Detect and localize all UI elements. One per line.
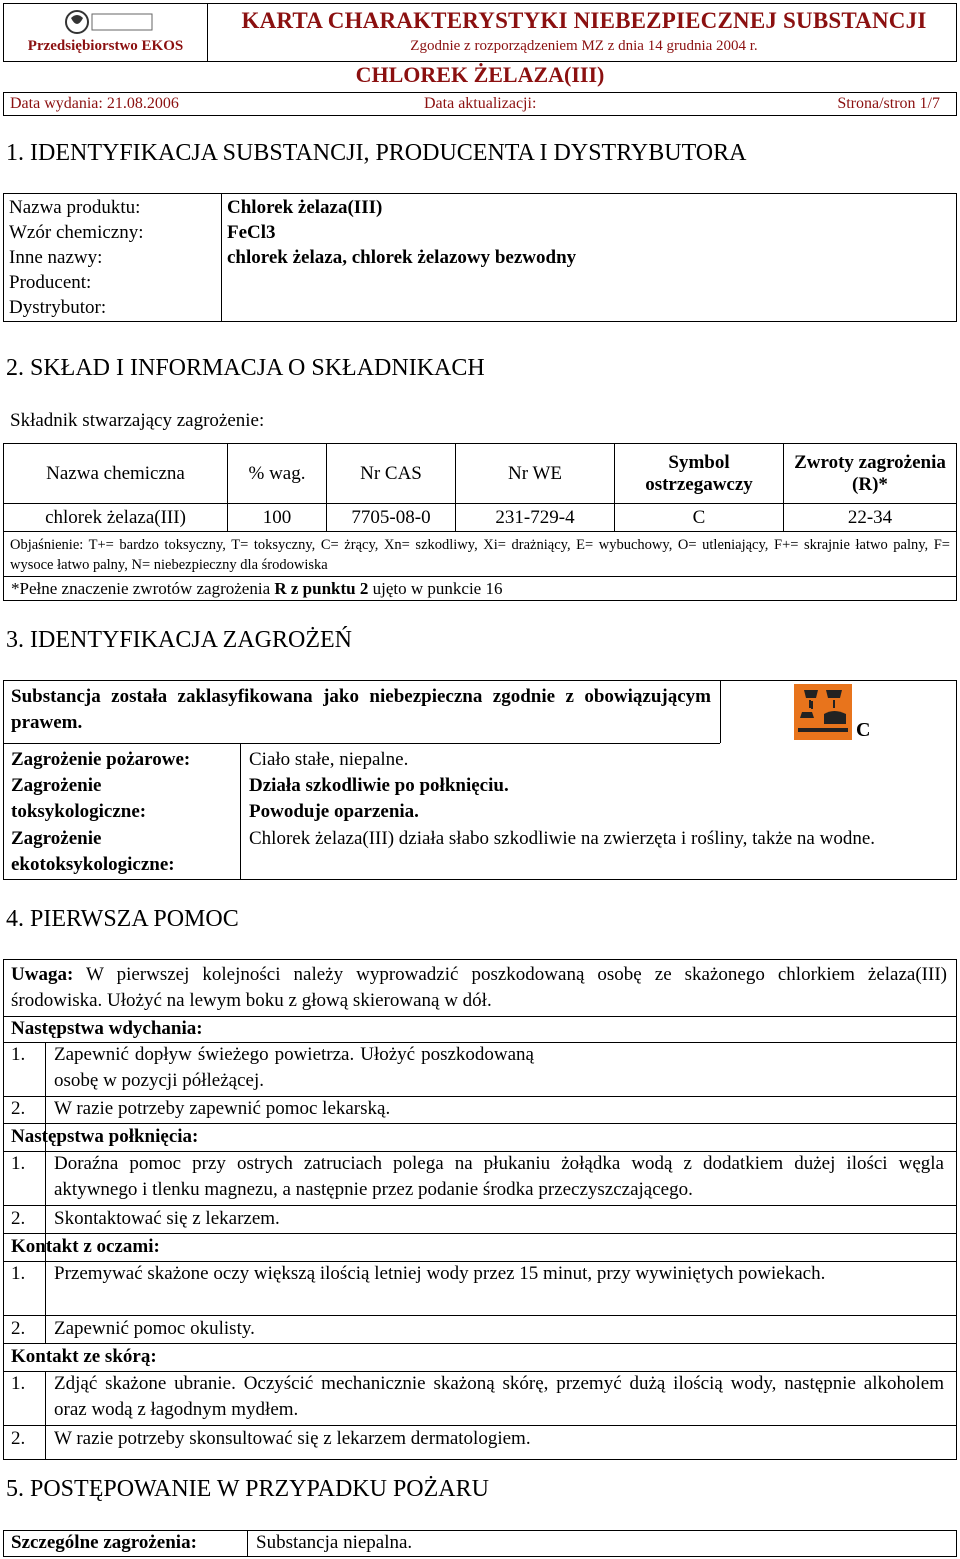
cell-cas: 7705-08-0 bbox=[327, 504, 456, 532]
skin-contact-step-2: W razie potrzeby skonsultować się z lekarzem dermatologiem. bbox=[54, 1428, 531, 1449]
pictogram-symbol: C bbox=[856, 719, 871, 741]
divider bbox=[240, 743, 241, 879]
label-formula: Wzór chemiczny: bbox=[9, 222, 144, 243]
update-date: Data aktualizacji: bbox=[424, 95, 537, 112]
first-aid-box bbox=[3, 959, 957, 1460]
labels-cell bbox=[4, 194, 222, 322]
label-product: Nazwa produktu: bbox=[9, 197, 141, 218]
section-1-title: 1. IDENTYFIKACJA SUBSTANCJI, PRODUCENTA I DYSTRYBUTORA bbox=[6, 140, 747, 166]
inhalation-num-1: 1. bbox=[11, 1044, 26, 1065]
special-hazards-value: Substancja niepalna. bbox=[256, 1532, 413, 1553]
company-name: Przedsiębiorstwo EKOS bbox=[27, 38, 184, 54]
ingestion-step-2: Skontaktować się z lekarzem. bbox=[54, 1208, 280, 1229]
document-header bbox=[3, 3, 957, 62]
skin-contact-title: Kontakt ze skórą: bbox=[11, 1346, 157, 1367]
ingestion-title: Następstwa połknięcia: bbox=[11, 1126, 199, 1147]
skin-contact-step-1: Zdjąć skażone ubranie. Oczyścić mechanicznie skażoną skórę, przemyć dużą ilością wody, następnie alkoholem oraz wodą z łagodnym mydłem. bbox=[54, 1373, 944, 1420]
label-other-names: Inne nazwy: bbox=[9, 247, 103, 268]
values-cell bbox=[222, 194, 957, 322]
value-formula: FeCl3 bbox=[227, 222, 276, 243]
hazards-box bbox=[3, 680, 957, 880]
ecotoxicological-hazard-value: Chlorek żelaza(III) działa słabo szkodliwie na zwierzęta i rośliny, także na wodne. bbox=[249, 828, 876, 849]
section-2-title: 2. SKŁAD I INFORMACJA O SKŁADNIKACH bbox=[6, 355, 485, 381]
corrosive-icon bbox=[794, 684, 852, 740]
ingestion-step-1: Doraźna pomoc przy ostrych zatruciach polega na płukaniu żołądka wodą z dodatkiem dużej ilości węgla aktywnego i tlenku magnezu, a następnie przez podanie środka przeczyszczającego. bbox=[54, 1153, 944, 1200]
note-part-3: ujęto w punkcie 16 bbox=[368, 579, 503, 598]
toxicological-hazard-value-1: Działa szkodliwie po połknięciu. bbox=[249, 775, 509, 796]
logo-cell bbox=[4, 4, 208, 61]
fire-hazard-value: Ciało stałe, niepalne. bbox=[249, 749, 409, 770]
ingestion-num-1: 1. bbox=[11, 1153, 26, 1174]
value-product: Chlorek żelaza(III) bbox=[227, 197, 383, 218]
warning-label: Uwaga: bbox=[11, 964, 74, 985]
cell-name: chlorek żelaza(III) bbox=[4, 504, 228, 532]
value-distributor bbox=[227, 295, 951, 320]
skin-contact-num-1: 1. bbox=[11, 1373, 26, 1394]
special-hazards-row bbox=[3, 1530, 957, 1557]
note-part-2: R z punktu 2 bbox=[274, 579, 369, 598]
cell-symbol: C bbox=[615, 504, 784, 532]
product-title: CHLOREK ŻELAZA(III) bbox=[355, 62, 605, 87]
inhalation-num-2: 2. bbox=[11, 1098, 26, 1119]
col-header-percent: % wag. bbox=[228, 444, 327, 504]
issue-date: Data wydania: 21.08.2006 bbox=[10, 95, 179, 112]
section-4-title: 4. PIERWSZA POMOC bbox=[6, 906, 239, 932]
classification-text: Substancja została zaklasyfikowana jako niebezpieczna zgodnie z obowiązującym prawem. bbox=[11, 686, 711, 733]
inhalation-step-1: Zapewnić dopływ świeżego powietrza. Ułożyć poszkodowaną osobę w pozycji półleżącej. bbox=[54, 1044, 534, 1091]
cell-percent: 100 bbox=[228, 504, 327, 532]
eye-contact-step-1: Przemywać skażone oczy większą ilością letniej wody przez 15 minut, przy wywiniętych powiekach. bbox=[54, 1263, 826, 1284]
ekos-logo bbox=[64, 8, 160, 36]
label-distributor: Dystrybutor: bbox=[9, 297, 107, 318]
meta-row bbox=[3, 92, 957, 116]
col-header-cas: Nr CAS bbox=[327, 444, 456, 504]
label-producer: Producent: bbox=[9, 272, 92, 293]
divider bbox=[720, 681, 721, 743]
composition-table bbox=[3, 443, 957, 532]
value-producer bbox=[227, 270, 951, 295]
warning-paragraph bbox=[11, 962, 947, 1014]
section-2-subtitle: Składnik stwarzający zagrożenie: bbox=[10, 410, 265, 431]
divider bbox=[45, 1261, 46, 1343]
col-header-we: Nr WE bbox=[456, 444, 615, 504]
eye-contact-num-1: 1. bbox=[11, 1263, 26, 1284]
eye-contact-title: Kontakt z oczami: bbox=[11, 1236, 160, 1257]
r-phrases-note bbox=[4, 576, 956, 601]
value-other-names: chlorek żelaza, chlorek żelazowy bezwodny bbox=[227, 247, 577, 268]
toxicological-hazard-value-2: Powoduje oparzenia. bbox=[249, 801, 419, 822]
explanation-text: Objaśnienie: T+= bardzo toksyczny, T= toksyczny, C= żrący, Xn= szkodliwy, Xi= drażniący, E= wybuchowy, O= utleniający, F+= skrajnie łatwo palny, F= wysoce łatwo palny, N= niebezpieczny dla środowiska bbox=[10, 537, 950, 573]
inhalation-step-2: W razie potrzeby zapewnić pomoc lekarską. bbox=[54, 1098, 391, 1119]
identification-table bbox=[3, 193, 957, 322]
ingestion-num-2: 2. bbox=[11, 1208, 26, 1229]
cell-we: 231-729-4 bbox=[456, 504, 615, 532]
document-subtitle: Zgodnie z rozporządzeniem MZ z dnia 14 grudnia 2004 r. bbox=[410, 38, 758, 54]
divider bbox=[45, 1371, 46, 1459]
section-3-title: 3. IDENTYFIKACJA ZAGROŻEŃ bbox=[6, 627, 352, 653]
cell-r-phrases: 22-34 bbox=[784, 504, 957, 532]
warning-text: W pierwszej kolejności należy wyprowadzić poszkodowaną osobę ze skażonego chlorkiem żelaza(III) środowiska. Ułożyć na lewym boku z głową skierowaną w dół. bbox=[11, 964, 947, 1011]
eye-contact-step-2: Zapewnić pomoc okulisty. bbox=[54, 1318, 255, 1339]
explanation-box bbox=[3, 531, 957, 601]
section-5-title: 5. POSTĘPOWANIE W PRZYPADKU POŻARU bbox=[6, 1476, 489, 1502]
col-header-symbol: Symbol ostrzegawczy bbox=[615, 444, 784, 504]
inhalation-title: Następstwa wdychania: bbox=[11, 1018, 203, 1039]
divider bbox=[45, 1042, 46, 1262]
col-header-name: Nazwa chemiczna bbox=[4, 444, 228, 504]
ecotoxicological-hazard-label: Zagrożenie ekotoksykologiczne: bbox=[11, 828, 175, 875]
page-number: Strona/stron 1/7 bbox=[837, 95, 940, 112]
skin-contact-num-2: 2. bbox=[11, 1428, 26, 1449]
fire-hazard-label: Zagrożenie pożarowe: bbox=[11, 749, 191, 770]
note-part-1: *Pełne znaczenie zwrotów zagrożenia bbox=[11, 579, 275, 598]
special-hazards-label: Szczególne zagrożenia: bbox=[4, 1531, 248, 1556]
divider bbox=[4, 743, 720, 744]
eye-contact-num-2: 2. bbox=[11, 1318, 26, 1339]
document-title: KARTA CHARAKTERYSTYKI NIEBEZPIECZNEJ SUBSTANCJI bbox=[241, 8, 927, 33]
col-header-r-phrases: Zwroty zagrożenia (R)* bbox=[784, 444, 957, 504]
toxicological-hazard-label: Zagrożenie toksykologiczne: bbox=[11, 775, 147, 822]
